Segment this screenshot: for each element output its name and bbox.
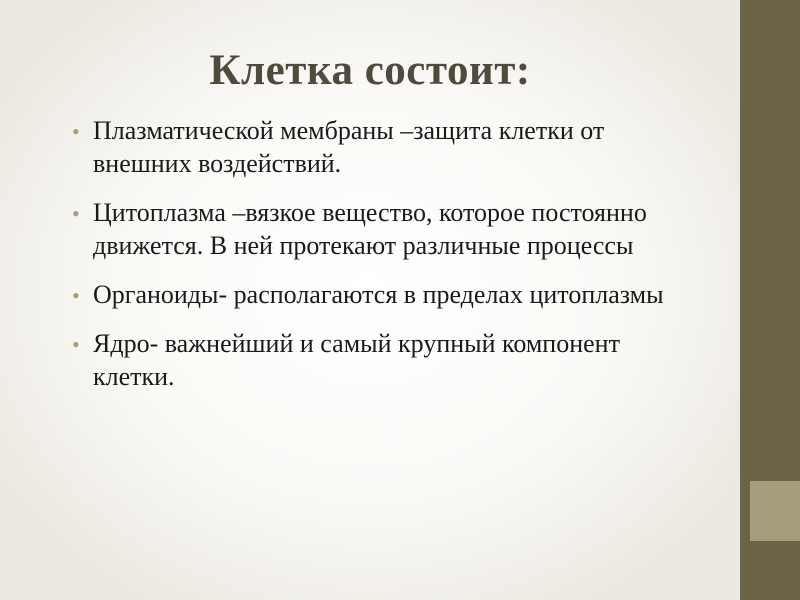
bullet-text: Цитоплазма –вязкое вещество, которое постоянно движется. В ней протекают различные процессы (93, 198, 647, 260)
bullet-text: Плазматической мембраны –защита клетки от внешних воздействий. (93, 116, 605, 178)
bullet-item-cytoplasm (72, 196, 682, 262)
bullet-item-membrane (72, 114, 682, 180)
bullet-item-organoids (72, 278, 682, 311)
slide-title: Клетка состоит: (209, 47, 531, 94)
bullet-text: Ядро- важнейший и самый крупный компонент клетки. (93, 329, 620, 391)
bullet-dot-icon: • (72, 283, 80, 308)
bullet-dot-icon: • (72, 332, 80, 357)
sidebar-accent-block (750, 481, 800, 541)
bullet-text: Органоиды- располагаются в пределах цитоплазмы (93, 280, 664, 309)
bullet-dot-icon: • (72, 119, 80, 144)
bullet-dot-icon: • (72, 201, 80, 226)
bullet-list (72, 114, 682, 409)
bullet-item-nucleus (72, 327, 682, 393)
